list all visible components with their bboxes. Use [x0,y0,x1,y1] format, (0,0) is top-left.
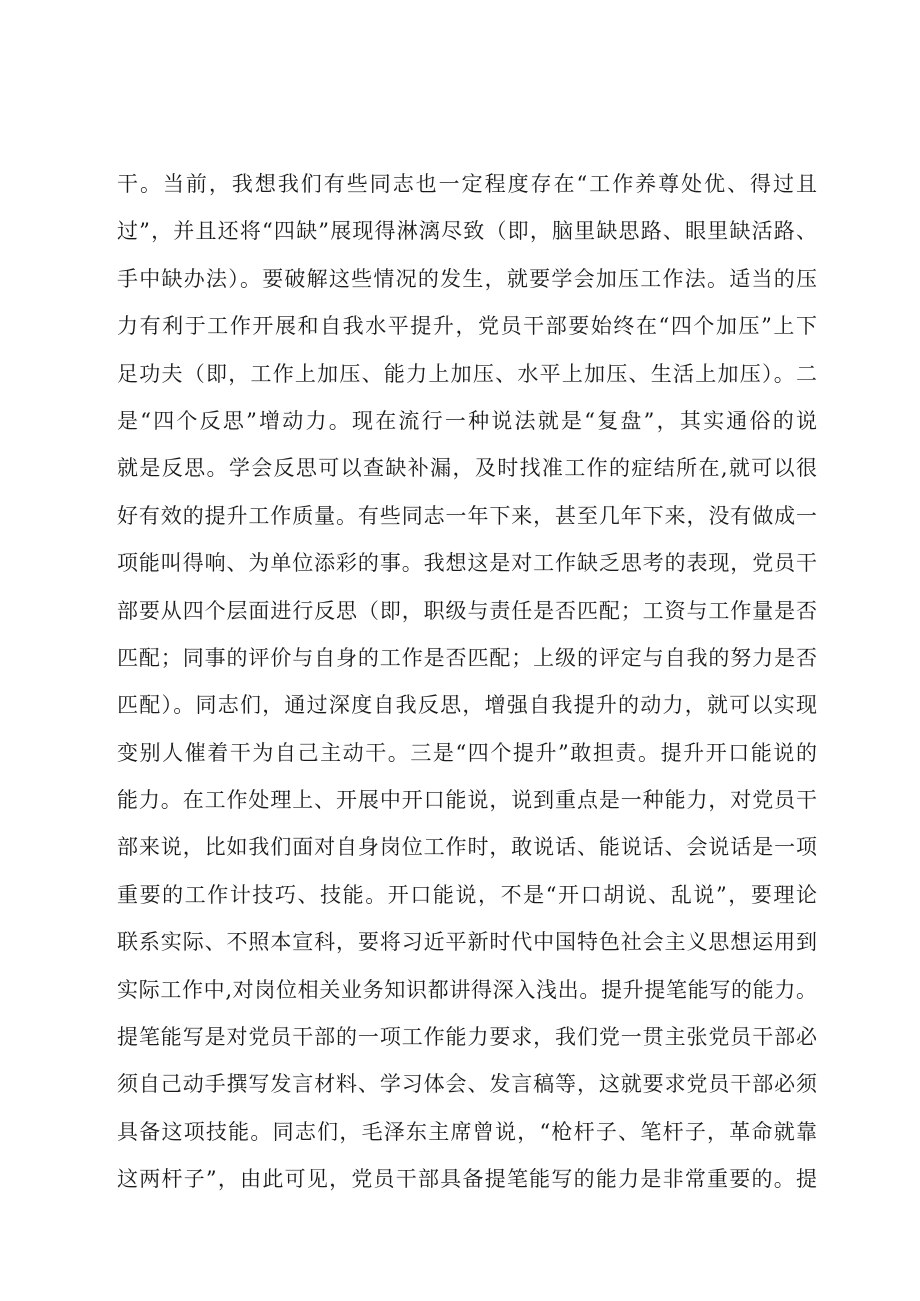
text-line: 提笔能写是对党员干部的一项工作能力要求，我们党一贯主张党员干部必 [117,1025,817,1050]
text-line: 实际工作中,对岗位相关业务知识都讲得深入浅出。提升提笔能写的能力。 [117,977,817,1002]
text-line: 能力。在工作处理上、开展中开口能说，说到重点是一种能力，对党员干 [117,788,817,813]
text-line: 部要从四个层面进行反思（即，职级与责任是否匹配；工资与工作量是否 [117,598,817,623]
text-line: 匹配）。同志们，通过深度自我反思，增强自我提升的动力，就可以实现 [117,693,817,718]
text-line: 就是反思。学会反思可以查缺补漏，及时找准工作的症结所在,就可以很 [117,456,817,481]
text-line: 匹配；同事的评价与自身的工作是否匹配；上级的评定与自我的努力是否 [117,645,817,670]
text-line: 这两杆子”，由此可见，党员干部具备提笔能写的能力是非常重要的。提 [117,1167,817,1192]
text-line: 是“四个反思”增动力。现在流行一种说法就是“复盘”，其实通俗的说 [117,408,817,433]
text-line: 具备这项技能。同志们，毛泽东主席曾说，“枪杆子、笔杆子，革命就靠 [117,1119,817,1144]
text-line: 项能叫得响、为单位添彩的事。我想这是对工作缺乏思考的表现，党员干 [117,551,817,576]
text-line: 过”，并且还将“四缺”展现得淋漓尽致（即，脑里缺思路、眼里缺活路、 [117,219,817,244]
text-line: 足功夫（即，工作上加压、能力上加压、水平上加压、生活上加压）。二 [117,361,817,386]
text-line: 干。当前，我想我们有些同志也一定程度存在“工作养尊处优、得过且 [117,172,817,196]
text-line: 变别人催着干为自己主动干。三是“四个提升”敢担责。提升开口能说的 [117,740,817,765]
text-line: 力有利于工作开展和自我水平提升，党员干部要始终在“四个加压”上下 [117,314,817,339]
text-line: 联系实际、不照本宣科，要将习近平新时代中国特色社会主义思想运用到 [117,930,817,955]
text-line: 好有效的提升工作质量。有些同志一年下来，甚至几年下来，没有做成一 [117,503,817,528]
text-line: 须自己动手撰写发言材料、学习体会、发言稿等，这就要求党员干部必须 [117,1072,817,1097]
body-paragraph [117,161,817,1204]
text-line: 重要的工作计技巧、技能。开口能说，不是“开口胡说、乱说”，要理论 [117,882,817,907]
text-line: 部来说，比如我们面对自身岗位工作时，敢说话、能说话、会说话是一项 [117,835,817,860]
text-line: 手中缺办法）。要破解这些情况的发生，就要学会加压工作法。适当的压 [117,266,817,291]
